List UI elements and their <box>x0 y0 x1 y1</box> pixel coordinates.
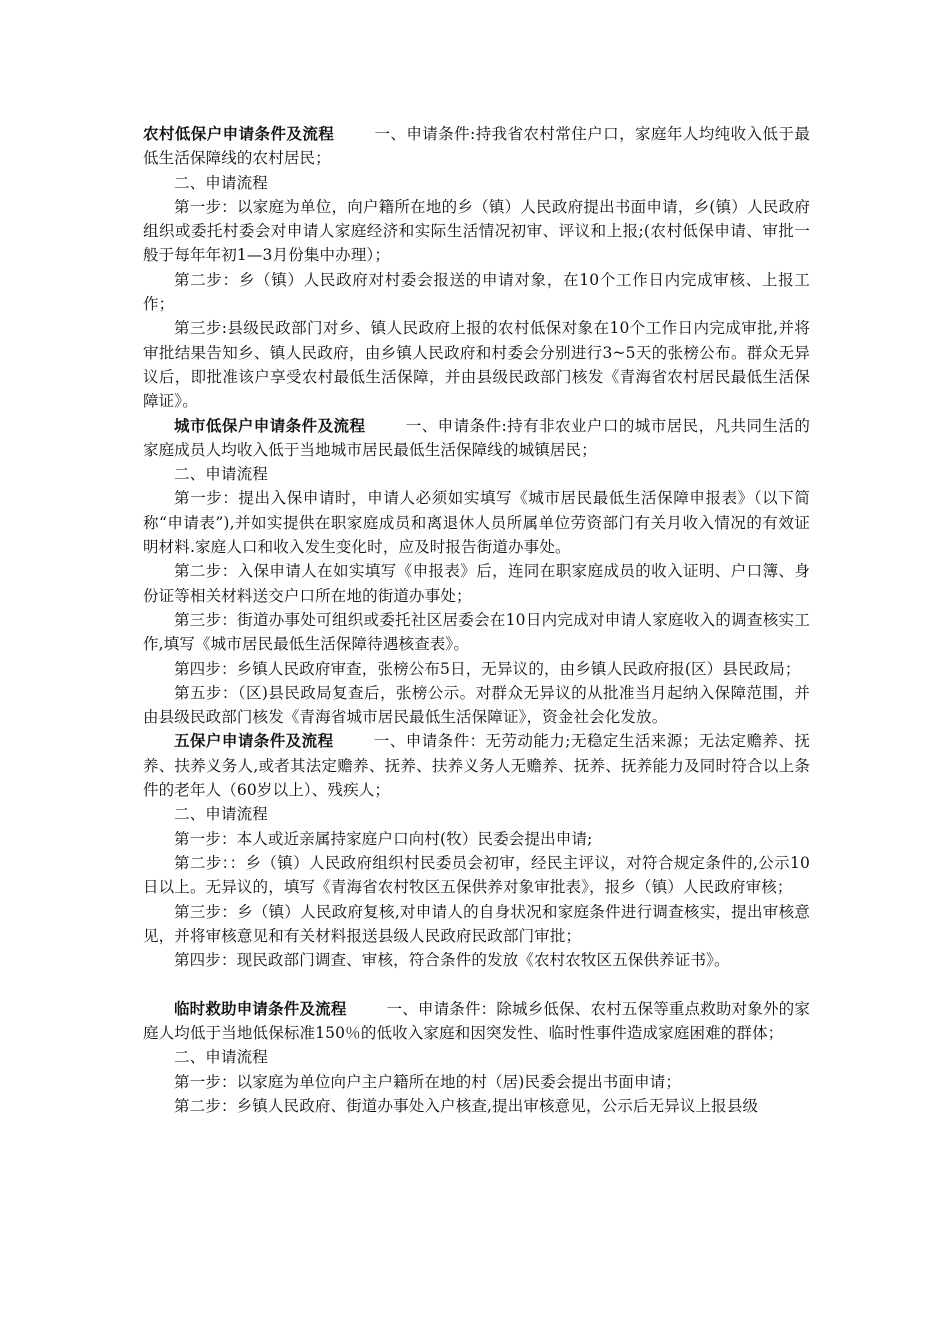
paragraph: 第二步：：乡（镇）人民政府组织村民委员会初审，经民主评议，对符合规定条件的,公示10日以上。无异议的，填写《青海省农村牧区五保供养对象审批表》，报乡（镇）人民政府审核； <box>143 853 810 897</box>
paragraph: 第五步：（区)县民政局复查后，张榜公示。对群众无异议的从批准当月起纳入保障范围，并由县级民政部门核发《青海省城市居民最低生活保障证》，资金社会化发放。 <box>143 683 810 727</box>
section-temporary-aid-intro <box>143 997 810 1046</box>
paragraph: 第二步：乡镇人民政府、街道办事处入户核查,提出审核意见，公示后无异议上报县级 <box>174 1096 759 1115</box>
section-intro-text: 一、申请条件：除城乡低保、农村五保等重点救助对象外的家庭人均低于当地低保标准150％的低收入家庭和因突发性、临时性事件造成家庭困难的群体； <box>143 999 810 1042</box>
paragraph: 第二步：乡（镇）人民政府对村委会报送的申请对象，在10个工作日内完成审核、上报工作； <box>143 270 810 314</box>
paragraph: 第三步：街道办事处可组织或委托社区居委会在10日内完成对申请人家庭收入的调查核实工作,填写《城市居民最低生活保障待遇核查表》。 <box>143 610 810 654</box>
paragraph: 第一步：以家庭为单位向户主户籍所在地的村（居)民委会提出书面申请； <box>174 1072 681 1091</box>
blank-line <box>143 972 810 996</box>
section-wubao-intro <box>143 729 810 802</box>
paragraph: 二、申请流程 <box>174 465 268 484</box>
paragraph: 二、申请流程 <box>174 805 268 824</box>
section-heading: 五保户申请条件及流程 <box>174 731 334 751</box>
section-rural-intro <box>143 122 810 171</box>
paragraph: 二、申请流程 <box>174 1048 268 1067</box>
paragraph: 第一步：本人或近亲属持家庭户口向村(牧）民委会提出申请; <box>174 829 593 848</box>
section-urban-intro <box>143 414 810 463</box>
paragraph: 第四步：乡镇人民政府审查，张榜公布5日，无异议的，由乡镇人民政府报(区）县民政局； <box>174 659 801 678</box>
section-intro-text: 一、申请条件:持我省农村常住户口，家庭年人均纯收入低于最低生活保障线的农村居民； <box>143 125 810 168</box>
paragraph: 二、申请流程 <box>174 173 268 192</box>
paragraph: 第三步:县级民政部门对乡、镇人民政府上报的农村低保对象在10个工作日内完成审批,并将审批结果告知乡、镇人民政府，由乡镇人民政府和村委会分别进行3~5天的张榜公布。群众无异议后，即批准该户享受农村最低生活保障，并由县级民政部门核发《青海省农村居民最低生活保障证》。 <box>143 319 810 411</box>
section-heading: 临时救助申请条件及流程 <box>174 998 347 1018</box>
paragraph: 第一步：提出入保申请时，申请人必须如实填写《城市居民最低生活保障申报表》（以下简称“申请表”),并如实提供在职家庭成员和离退休人员所属单位劳资部门有关月收入情况的有效证明材料.家庭人口和收入发生变化时，应及时报告街道办事处。 <box>143 489 810 557</box>
section-intro-text: 一、申请条件:持有非农业户口的城市居民，凡共同生活的家庭成员人均收入低于当地城市居民最低生活保障线的城镇居民； <box>143 416 810 459</box>
paragraph: 第三步：乡（镇）人民政府复核,对申请人的自身状况和家庭条件进行调查核实，提出审核意见，并将审核意见和有关材料报送县级人民政府民政部门审批； <box>143 902 810 945</box>
paragraph: 第四步：现民政部门调查、审核，符合条件的发放《农村农牧区五保供养证书》。 <box>174 951 730 970</box>
section-intro-text: 一、申请条件：无劳动能力;无稳定生活来源；无法定赡养、抚养、扶养义务人,或者其法定赡养、抚养、扶养义务人无赡养、抚养、抚养能力及同时符合以上条件的老年人（60岁以上）、残疾人； <box>143 732 810 800</box>
document-page <box>143 122 810 1118</box>
section-heading: 农村低保户申请条件及流程 <box>143 124 335 143</box>
paragraph: 第二步：入保申请人在如实填写《申报表》后，连同在职家庭成员的收入证明、户口簿、身份证等相关材料送交户口所在地的街道办事处； <box>143 562 810 605</box>
section-heading: 城市低保户申请条件及流程 <box>174 415 366 435</box>
paragraph: 第一步：以家庭为单位，向户籍所在地的乡（镇）人民政府提出书面申请，乡(镇）人民政府组织或委托村委会对申请人家庭经济和实际生活情况初审、评议和上报;(农村低保申请、审批一般于每年年初1—3月份集中办理）； <box>143 197 810 265</box>
